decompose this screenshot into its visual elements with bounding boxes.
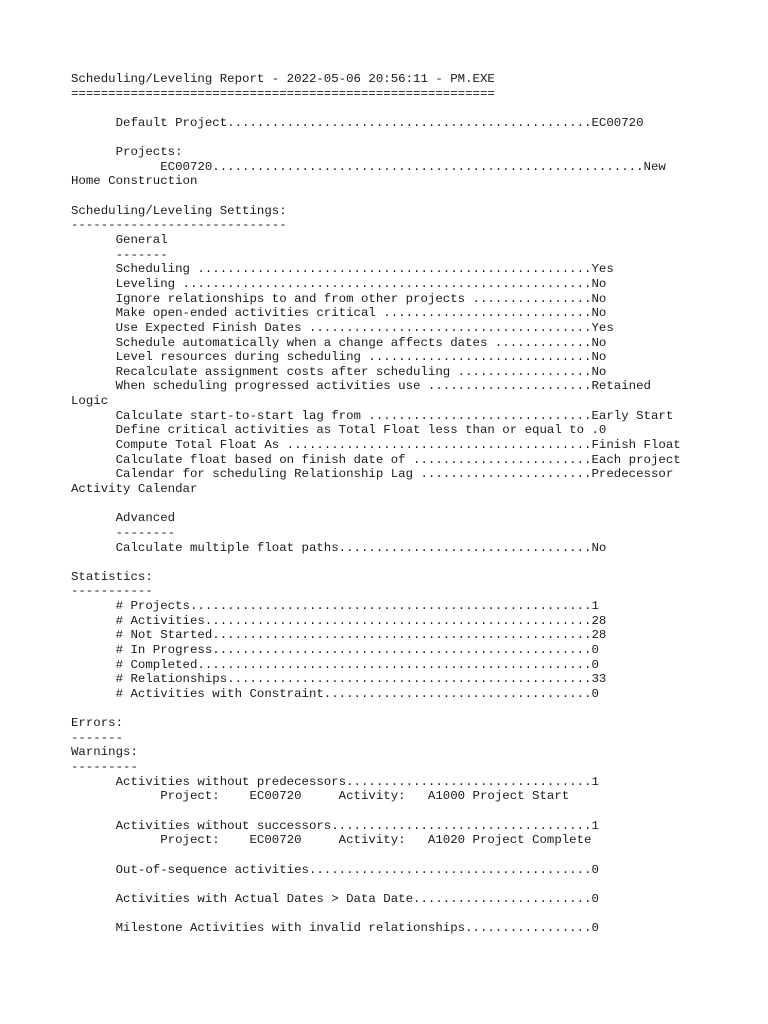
statistic-line: # Activities....................................................28 <box>71 613 607 628</box>
warning-line: Activities without predecessors.................................1 <box>71 774 599 789</box>
setting-line: Scheduling .....................................................Yes <box>71 262 614 277</box>
section-heading-errors: Errors: <box>71 716 124 731</box>
setting-line: Define critical activities as Total Float less than or equal to .0 <box>71 423 607 438</box>
section-heading-statistics: Statistics: <box>71 569 153 584</box>
section-rule: --------- <box>71 760 138 775</box>
warning-line: Activities without successors...................................1 <box>71 818 599 833</box>
warning-detail-line: Project: EC00720 Activity: A1000 Project Start <box>71 789 570 804</box>
subsection-rule: -------- <box>71 525 176 540</box>
statistic-line: # Relationships.................................................33 <box>71 672 607 687</box>
blank-line <box>71 877 761 892</box>
setting-line: Leveling .......................................................No <box>71 276 607 291</box>
blank-line <box>71 497 761 512</box>
blank-line <box>71 101 761 116</box>
section-rule: ----------------------------- <box>71 218 287 233</box>
blank-line <box>71 804 761 819</box>
setting-line: Calendar for scheduling Relationship Lag .......................Predecessor <box>71 467 674 482</box>
warning-line: Out-of-sequence activities......................................0 <box>71 862 599 877</box>
setting-line: Make open-ended activities critical ............................No <box>71 306 607 321</box>
setting-line: Calculate multiple float paths..................................No <box>71 540 607 555</box>
project-line: EC00720..........................................................New <box>71 159 666 174</box>
setting-line: Schedule automatically when a change affects dates .............No <box>71 335 607 350</box>
statistic-line: # Not Started...................................................28 <box>71 628 607 643</box>
statistic-line: # Activities with Constraint....................................0 <box>71 686 599 701</box>
projects-heading: Projects: <box>71 145 183 160</box>
title-rule: ========================================================= <box>71 86 495 101</box>
blank-line <box>71 131 761 146</box>
setting-line: Level resources during scheduling ..............................No <box>71 350 607 365</box>
subsection-heading-general: General <box>71 233 168 248</box>
blank-line <box>71 907 761 922</box>
scheduling-leveling-report <box>71 72 761 936</box>
statistic-line: # Completed.....................................................0 <box>71 657 599 672</box>
warning-line: Milestone Activities with invalid relationships.................0 <box>71 921 599 936</box>
section-rule: ------- <box>71 730 124 745</box>
report-title: Scheduling/Leveling Report - 2022-05-06 20:56:11 - PM.EXE <box>71 72 495 86</box>
section-rule: ----------- <box>71 584 153 599</box>
warning-detail-line: Project: EC00720 Activity: A1020 Project Complete <box>71 833 592 848</box>
setting-line: Calculate start-to-start lag from ..............................Early Start <box>71 408 674 423</box>
blank-line <box>71 848 761 863</box>
subsection-rule: ------- <box>71 247 168 262</box>
project-line-wrap: Home Construction <box>71 174 198 189</box>
setting-line: Use Expected Finish Dates ......................................Yes <box>71 320 614 335</box>
setting-line: Calculate float based on finish date of ........................Each project <box>71 452 681 467</box>
setting-line: Recalculate assignment costs after scheduling ..................No <box>71 364 607 379</box>
setting-line: When scheduling progressed activities use ......................Retained <box>71 379 651 394</box>
blank-line <box>71 189 761 204</box>
statistic-line: # Projects......................................................1 <box>71 599 599 614</box>
setting-line-wrap: Activity Calendar <box>71 481 198 496</box>
setting-line: Compute Total Float As .........................................Finish Float <box>71 438 681 453</box>
section-heading-settings: Scheduling/Leveling Settings: <box>71 203 287 218</box>
section-heading-warnings: Warnings: <box>71 745 138 760</box>
setting-line-wrap: Logic <box>71 394 109 409</box>
subsection-heading-advanced: Advanced <box>71 511 176 526</box>
blank-line <box>71 702 761 717</box>
warning-line: Activities with Actual Dates > Data Date........................0 <box>71 891 599 906</box>
blank-line <box>71 555 761 570</box>
statistic-line: # In Progress...................................................0 <box>71 642 599 657</box>
setting-line: Ignore relationships to and from other projects ................No <box>71 291 607 306</box>
default-project-line: Default Project.................................................EC00720 <box>71 115 644 130</box>
